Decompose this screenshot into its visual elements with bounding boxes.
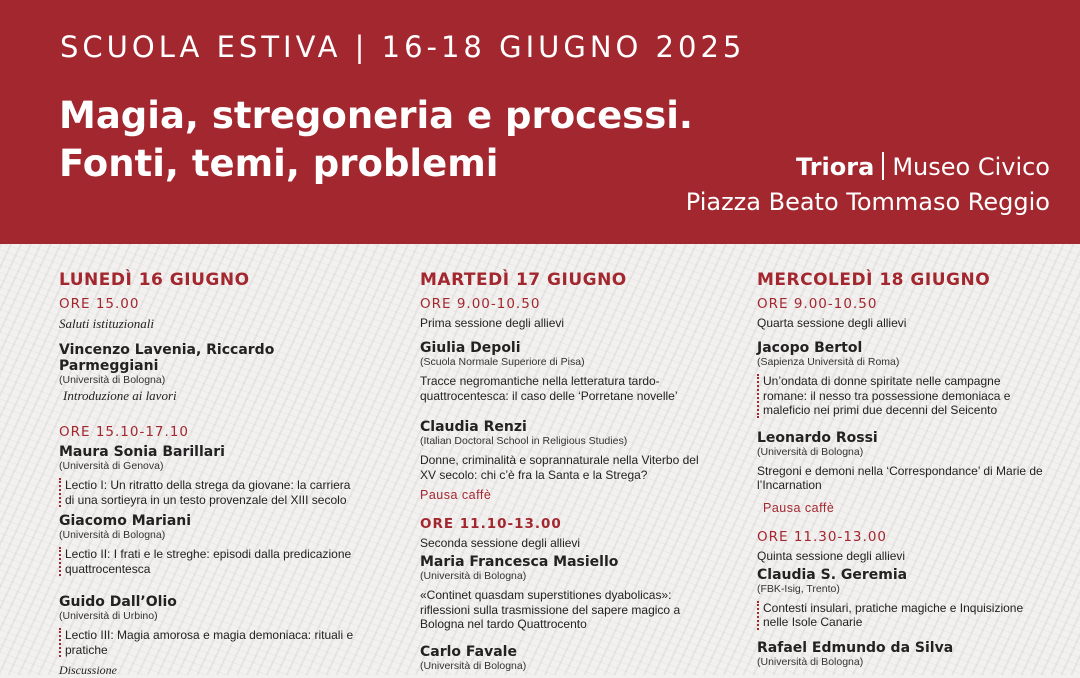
speaker-name: Maura Sonia Barillari (59, 444, 225, 460)
talk-title: «Continet quasdam superstitiones dyabolicas»: riflessioni sulla trasmissione del sapere magico a Bologna nel tardo Quattrocento (420, 588, 681, 631)
discussion-label: Discussione (59, 663, 117, 677)
time-slot: ORE 15.00 (59, 296, 140, 312)
page-title (59, 92, 693, 188)
time-slot: ORE 9.00-10.50 (420, 296, 541, 312)
title-line-2: Fonti, temi, problemi (59, 142, 499, 185)
time-slot: ORE 11.10-13.00 (420, 516, 562, 532)
speaker-name: Claudia S. Geremia (757, 566, 908, 583)
talk-title: Stregoni e demoni nella ‘Correspondance’ di Marie de l’Incarnation (757, 463, 1043, 492)
speaker-affiliation: (Università di Bologna) (757, 445, 864, 458)
speaker-affiliation: (Università di Bologna) (59, 529, 166, 541)
speaker-affiliation: (Università di Bologna) (59, 374, 166, 386)
session-label: Quinta sessione degli allievi (757, 548, 906, 563)
title-line-1: Magia, stregoneria e processi. (59, 94, 693, 137)
header-banner (0, 0, 1080, 244)
day-heading: LUNEDÌ 16 GIUGNO (59, 270, 250, 290)
venue (686, 150, 1050, 220)
talk-title: Tracce negromantiche nella letteratura tardo-quattrocentesca: il caso delle ‘Porretane novelle’ (420, 374, 678, 403)
speaker-name: Carlo Favale (420, 643, 517, 660)
venue-museum: Museo Civico (892, 153, 1050, 181)
speaker-affiliation: (Università di Bologna) (757, 655, 864, 668)
speaker-name: Giacomo Mariani (59, 513, 192, 529)
speaker-affiliation: (Università di Bologna) (420, 659, 527, 672)
venue-town: Triora (795, 153, 875, 181)
speaker-affiliation: (Italian Doctoral School in Religious Studies) (420, 435, 628, 447)
session-label: Prima sessione degli allievi (420, 316, 565, 330)
coffee-break: Pausa caffè (420, 488, 492, 502)
day-heading: MARTEDÌ 17 GIUGNO (420, 270, 627, 290)
talk-title: Contesti insulari, pratiche magiche e Inquisizione nelle Isole Canarie (757, 601, 1047, 630)
speaker-name: Maria Francesca Masiello (420, 554, 619, 570)
session-label: Saluti istituzionali (59, 316, 154, 331)
day-column-tuesday (420, 270, 710, 678)
speaker-affiliation: (Scuola Normale Superiore di Pisa) (420, 356, 585, 368)
coffee-break: Pausa caffè (763, 500, 835, 515)
event-dates: SCUOLA ESTIVA | 16-18 GIUGNO 2025 (60, 30, 746, 64)
talk-title: Donne, criminalità e soprannaturale nella Viterbo del XV secolo: chi c’è fra la Santa e la Strega? (420, 453, 699, 482)
session-label: Seconda sessione degli allievi (420, 536, 581, 550)
day-column-wednesday (757, 270, 1047, 674)
venue-address: Piazza Beato Tommaso Reggio (685, 188, 1050, 216)
talk-title: Un’ondata di donne spiritate nelle campagne romane: il nesso tra possessione demoniaca e maleficio nei primi due decenni del Seicento (757, 374, 1047, 418)
day-heading: MERCOLEDÌ 18 GIUGNO (757, 270, 991, 290)
speaker-affiliation: (Università di Genova) (59, 460, 164, 472)
session-label: Quarta sessione degli allievi (757, 316, 907, 330)
session-label: Introduzione ai lavori (63, 388, 177, 403)
venue-divider (882, 152, 884, 180)
speaker-name: Vincenzo Lavenia, Riccardo Parmeggiani (59, 342, 275, 374)
speaker-name: Leonardo Rossi (757, 429, 878, 446)
time-slot: ORE 11.30-13.00 (757, 528, 887, 545)
speaker-affiliation: (Università di Bologna) (420, 570, 527, 582)
speaker-affiliation: (Sapienza Università di Roma) (757, 356, 900, 368)
speaker-name: Claudia Renzi (420, 419, 527, 435)
speaker-name: Jacopo Bertol (757, 340, 863, 356)
speaker-affiliation: (FBK-Isig, Trento) (757, 582, 840, 595)
speaker-affiliation: (Università di Urbino) (59, 610, 158, 622)
time-slot: ORE 9.00-10.50 (757, 296, 878, 312)
talk-title: Lectio I: Un ritratto della strega da giovane: la carriera di una sortieyra in un testo provenzale del XIII secolo (59, 478, 359, 507)
speaker-name: Giulia Depoli (420, 340, 521, 356)
talk-title: Lectio II: I frati e le streghe: episodi dalla predicazione quattrocentesca (59, 547, 359, 576)
day-column-monday (59, 270, 359, 678)
speaker-name: Rafael Edmundo da Silva (757, 639, 954, 656)
time-slot: ORE 15.10-17.10 (59, 424, 189, 440)
speaker-name: Guido Dall’Olio (59, 594, 177, 610)
talk-title: Lectio III: Magia amorosa e magia demoniaca: rituali e pratiche (59, 628, 359, 657)
